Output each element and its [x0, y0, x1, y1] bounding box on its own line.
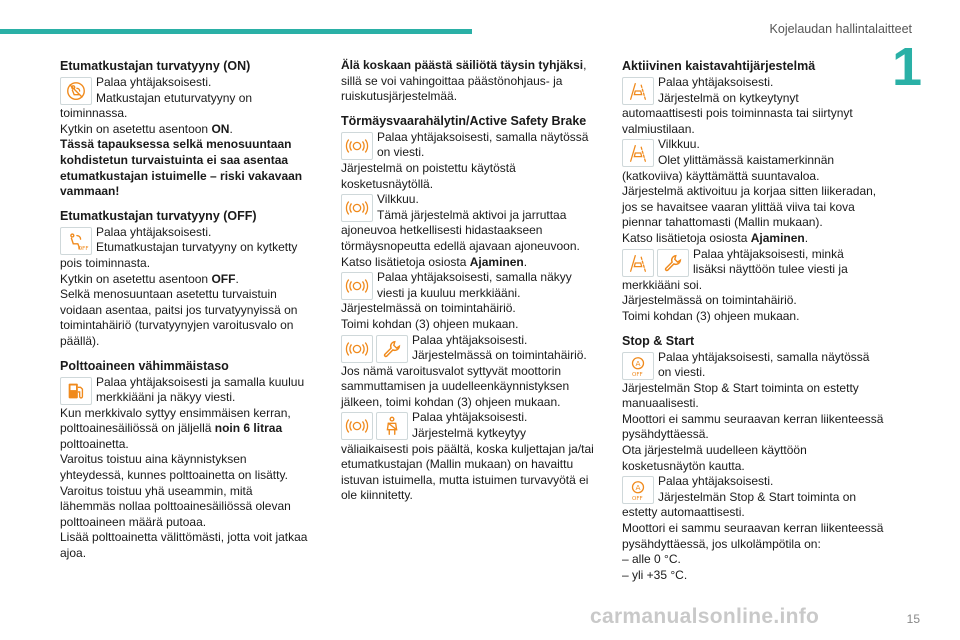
- indicator-entry: Palaa yhtäjaksoisesti. Järjestelmässä on toimintahäiriö.: [341, 333, 599, 364]
- airbag-off-icon: [60, 227, 92, 255]
- seatbelt-icon: [376, 412, 408, 440]
- fuel-icon: [60, 377, 92, 405]
- indicator-entry: Palaa yhtäjaksoisesti. Matkustajan etuturvatyyny on: [60, 75, 310, 106]
- svg-text:OFF: OFF: [632, 496, 643, 503]
- section-heading: Etumatkustajan turvatyyny (OFF): [60, 208, 257, 223]
- wrench-icon: [657, 249, 689, 277]
- body-text: toiminnassa.: [60, 106, 128, 121]
- list-item: – yli +35 °C.: [622, 567, 688, 582]
- collision-warning-icon: [341, 132, 373, 160]
- body-text: Järjestelmä aktivoituu ja korjaa sitten liikeradan, jos se havaitsee vaaran ylittää viiva tai kova piennar tahattomasti (Mallin mukaan).: [622, 184, 877, 230]
- body-text: Jos nämä varoitusvalot syttyvät moottorin sammuttamisen ja uudelleenkäynnistyksen jälkeen, toimi kohdan (3) ohjeen mukaan.: [341, 363, 570, 409]
- header-accent-bar: [0, 29, 472, 34]
- lane-departure-icon: [622, 77, 654, 105]
- indicator-entry: Palaa yhtäjaksoisesti, samalla näytössä on viesti.: [341, 130, 599, 161]
- collision-warning-icon: [341, 412, 373, 440]
- stop-start-off-icon: [622, 476, 654, 504]
- body-text: Selkä menosuuntaan asetettu turvaistuin voidaan asentaa, paitsi jos turvatyynyissä on toimintahäiriö (turvatyynyjen varoitusvalo on päällä).: [60, 287, 298, 348]
- svg-text:A: A: [635, 358, 641, 368]
- body-text: Toimi kohdan (3) ohjeen mukaan.: [341, 316, 519, 331]
- body-text: Moottori ei sammu seuraavan kerran liikenteessä pysähdyttäessä.: [622, 411, 884, 442]
- airbag-on-icon: [60, 77, 92, 105]
- body-text: Lisää polttoainetta välittömästi, jotta voit jatkaa ajoa.: [60, 530, 308, 561]
- svg-text:A: A: [635, 483, 641, 493]
- page-number: 15: [906, 612, 920, 626]
- indicator-entry: Vilkkuu. Olet ylittämässä kaistamerkinnän: [622, 137, 892, 168]
- body-text: ajoneuvoa hetkellisesti hidastaakseen törmäysnopeutta edellä ajavaan ajoneuvoon.: [341, 223, 580, 253]
- page-header-title: Kojelaudan hallintalaitteet: [769, 22, 912, 36]
- svg-text:OFF: OFF: [77, 245, 89, 252]
- lane-departure-icon: [622, 139, 654, 167]
- indicator-entry: Palaa yhtäjaksoisesti ja samalla kuuluu merkkiääni ja näkyy viesti.: [60, 375, 310, 406]
- indicator-entry: Palaa yhtäjaksoisesti. Järjestelmä kytkeytyy: [341, 410, 599, 441]
- body-text: (katkoviiva) käyttämättä suuntavaloa.: [622, 168, 820, 183]
- indicator-entry: Palaa yhtäjaksoisesti. Järjestelmä on kytkeytynyt: [622, 75, 892, 106]
- list-item: – alle 0 °C.: [622, 552, 681, 567]
- warning-text: Tässä tapauksessa selkä menosuuntaan kohdistetun turvaistuinta ei saa asentaa etumatkustajan istuimelle – riski vakavaan vammaan!: [60, 137, 303, 199]
- column-2: [341, 58, 599, 504]
- body-text: väliaikaisesti pois päältä, koska kuljettajan ja/tai etumatkustajan (Mallin mukaan) on havaittu istuvan istuimella, mutta istuimen turvavyötä ei ole kiinnitetty.: [341, 441, 594, 503]
- body-text: Katso lisätietoja osiosta Ajaminen.: [622, 230, 809, 245]
- body-text: Katso lisätietoja osiosta Ajaminen.: [341, 254, 528, 269]
- body-text: Kytkin on asetettu asentoon OFF.: [60, 271, 239, 286]
- section-heading: Polttoaineen vähimmäistaso: [60, 358, 229, 373]
- body-text: pois toiminnasta.: [60, 255, 151, 270]
- column-3: [622, 58, 892, 583]
- section-heading: Törmäysvaarahälytin/Active Safety Brake: [341, 113, 587, 128]
- indicator-entry: OFF Palaa yhtäjaksoisesti. Etumatkustajan turvatyyny on kytketty: [60, 225, 310, 256]
- watermark: carmanualsonline.info: [590, 605, 820, 628]
- body-text: Järjestelmän Stop & Start toiminta on estetty manuaalisesti.: [622, 380, 859, 411]
- body-text: Toimi kohdan (3) ohjeen mukaan.: [622, 308, 800, 323]
- body-text: Kun merkkivalo syttyy ensimmäisen kerran, polttoainesäiliössä on jäljellä noin 6 litraa polttoainetta.: [60, 405, 291, 451]
- indicator-entry: Palaa yhtäjaksoisesti, samalla näkyy viesti ja kuuluu merkkiääni.: [341, 270, 599, 301]
- body-text: Järjestelmässä on toimintahäiriö.: [341, 301, 516, 316]
- column-1: [60, 58, 310, 562]
- body-text: Järjestelmä on poistettu käytöstä kosketusnäytöllä.: [341, 160, 516, 191]
- body-text: Moottori ei sammu seuraavan kerran liikenteessä pysähdyttäessä, jos ulkolämpötila on:: [622, 521, 884, 551]
- svg-text:OFF: OFF: [632, 371, 643, 378]
- lane-departure-icon: [622, 249, 654, 277]
- body-text: Älä koskaan päästä säiliötä täysin tyhjäksi, sillä se voi vahingoittaa päästönohjaus- ja ruiskutusjärjestelmää.: [341, 58, 587, 104]
- collision-warning-icon: [341, 272, 373, 300]
- stop-start-off-icon: [622, 352, 654, 380]
- indicator-entry: A OFF Palaa yhtäjaksoisesti. Järjestelmän Stop & Start toiminta on: [622, 474, 892, 505]
- indicator-entry: Palaa yhtäjaksoisesti, minkä lisäksi näyttöön tulee viesti ja: [622, 247, 892, 278]
- chapter-number: 1: [891, 37, 922, 97]
- section-heading: Etumatkustajan turvatyyny (ON): [60, 59, 251, 73]
- section-heading: Stop & Start: [622, 333, 695, 348]
- body-text: Kytkin on asetettu asentoon ON.: [60, 121, 233, 136]
- indicator-entry: Vilkkuu. Tämä järjestelmä aktivoi ja jarruttaa: [341, 192, 599, 223]
- collision-warning-icon: [341, 194, 373, 222]
- body-text: merkkiääni soi.: [622, 277, 703, 292]
- body-text: Varoitus toistuu aina käynnistyksen yhteydessä, kunnes polttoainetta on lisätty. Varoitus toistuu yhä useammin, mitä lähemmäs nollaa polttoainesäiliössä olevan polttoaineen määrä putoaa.: [60, 452, 291, 529]
- body-text: Järjestelmässä on toimintahäiriö.: [622, 293, 797, 308]
- body-text: Ota järjestelmä uudelleen käyttöön kosketusnäytön kautta.: [622, 443, 807, 473]
- section-heading: Aktiivinen kaistavahtijärjestelmä: [622, 59, 816, 73]
- body-text: automaattisesti pois toiminnasta tai siirtynyt valmiustilaan.: [622, 106, 853, 136]
- wrench-icon: [376, 335, 408, 363]
- body-text: estetty automaattisesti.: [622, 505, 745, 520]
- collision-warning-icon: [341, 335, 373, 363]
- indicator-entry: A OFF Palaa yhtäjaksoisesti, samalla näytössä on viesti.: [622, 350, 892, 381]
